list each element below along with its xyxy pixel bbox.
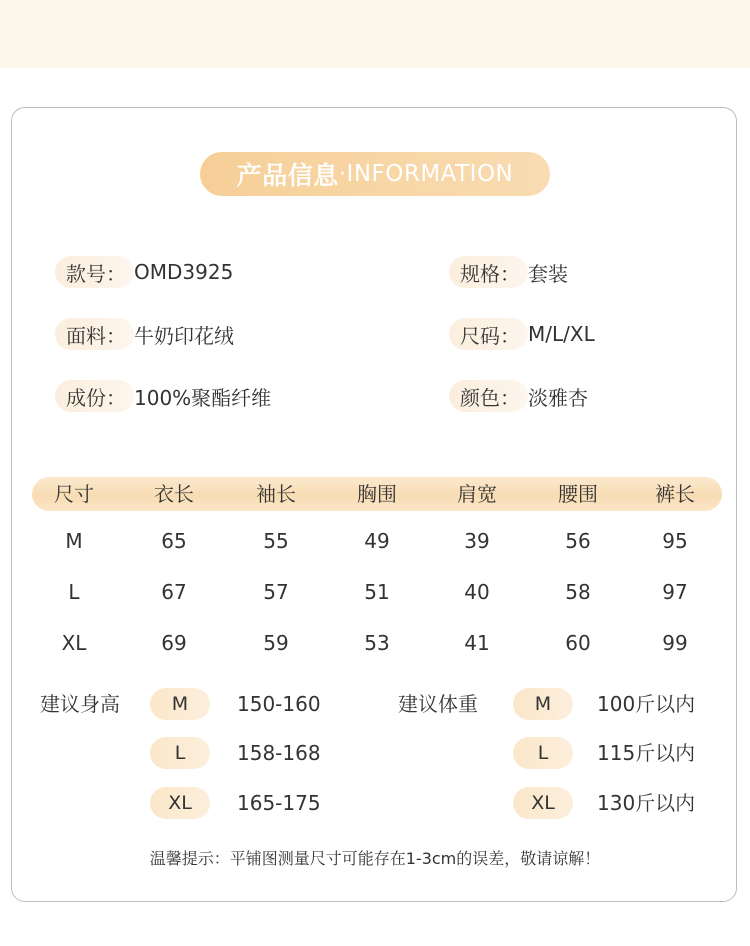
recommend-weight-label: 建议体重: [398, 692, 478, 716]
size-table-cell: 55: [263, 529, 289, 553]
size-table-cell: 39: [464, 529, 490, 553]
height-value: 165-175: [237, 791, 321, 815]
size-table-header-cell: 裤长: [655, 482, 695, 506]
size-table-header-cell: 腰围: [558, 482, 598, 506]
weight-value: 130斤以内: [597, 791, 696, 815]
height-size-pill: M: [150, 688, 210, 720]
weight-size-pill: M: [513, 688, 573, 720]
size-table-cell: 40: [464, 580, 490, 604]
info-value: 100%聚酯纤维: [134, 385, 272, 410]
weight-value: 100斤以内: [597, 692, 696, 716]
size-table-cell: 69: [161, 631, 187, 655]
size-table-cell: 49: [364, 529, 390, 553]
size-table-cell: 41: [464, 631, 490, 655]
size-table-cell: L: [68, 580, 80, 604]
info-label: 尺码：: [449, 318, 528, 350]
info-composition: [55, 380, 271, 412]
title-separator: ·: [338, 161, 347, 187]
info-value: 套装: [528, 261, 568, 286]
height-size-pill: L: [150, 737, 210, 769]
weight-value: 115斤以内: [597, 741, 696, 765]
info-label: 面料：: [55, 318, 134, 350]
height-size-pill: XL: [150, 787, 210, 819]
top-band: [0, 0, 750, 68]
title-en: INFORMATION: [346, 161, 514, 187]
size-table-header-cell: 胸围: [357, 482, 397, 506]
size-table-cell: 53: [364, 631, 390, 655]
section-title: [200, 152, 550, 196]
size-table-cell: 67: [161, 580, 187, 604]
height-value: 158-168: [237, 741, 321, 765]
height-value: 150-160: [237, 692, 321, 716]
recommend-height-label: 建议身高: [40, 692, 120, 716]
size-table-cell: 58: [565, 580, 591, 604]
size-table-header-cell: 衣长: [154, 482, 194, 506]
info-sizes: [449, 318, 595, 350]
title-cn: 产品信息: [236, 161, 339, 190]
info-value: 淡雅杏: [528, 385, 588, 410]
size-table-header-cell: 肩宽: [457, 482, 497, 506]
size-table-header-cell: 尺寸: [54, 482, 94, 506]
size-table-cell: 56: [565, 529, 591, 553]
info-value: OMD3925: [134, 260, 234, 284]
weight-size-pill: L: [513, 737, 573, 769]
info-color: [449, 380, 588, 412]
info-label: 颜色：: [449, 380, 528, 412]
size-table-cell: 60: [565, 631, 591, 655]
info-spec: [449, 256, 568, 288]
size-table-cell: 99: [662, 631, 688, 655]
size-table-cell: 59: [263, 631, 289, 655]
footnote: 温馨提示：平铺图测量尺寸可能存在1-3cm的误差，敬请谅解！: [149, 849, 601, 868]
info-value: M/L/XL: [528, 322, 595, 346]
size-table-cell: M: [65, 529, 83, 553]
info-label: 规格：: [449, 256, 528, 288]
info-label: 成份：: [55, 380, 134, 412]
info-style-no: [55, 256, 233, 288]
info-fabric: [55, 318, 234, 350]
size-table-header-cell: 袖长: [256, 482, 296, 506]
weight-size-pill: XL: [513, 787, 573, 819]
size-table-cell: 65: [161, 529, 187, 553]
size-table-cell: 51: [364, 580, 390, 604]
size-table-cell: XL: [61, 631, 87, 655]
size-table-cell: 57: [263, 580, 289, 604]
info-label: 款号：: [55, 256, 134, 288]
info-value: 牛奶印花绒: [134, 323, 234, 348]
size-table-cell: 97: [662, 580, 688, 604]
size-table-cell: 95: [662, 529, 688, 553]
